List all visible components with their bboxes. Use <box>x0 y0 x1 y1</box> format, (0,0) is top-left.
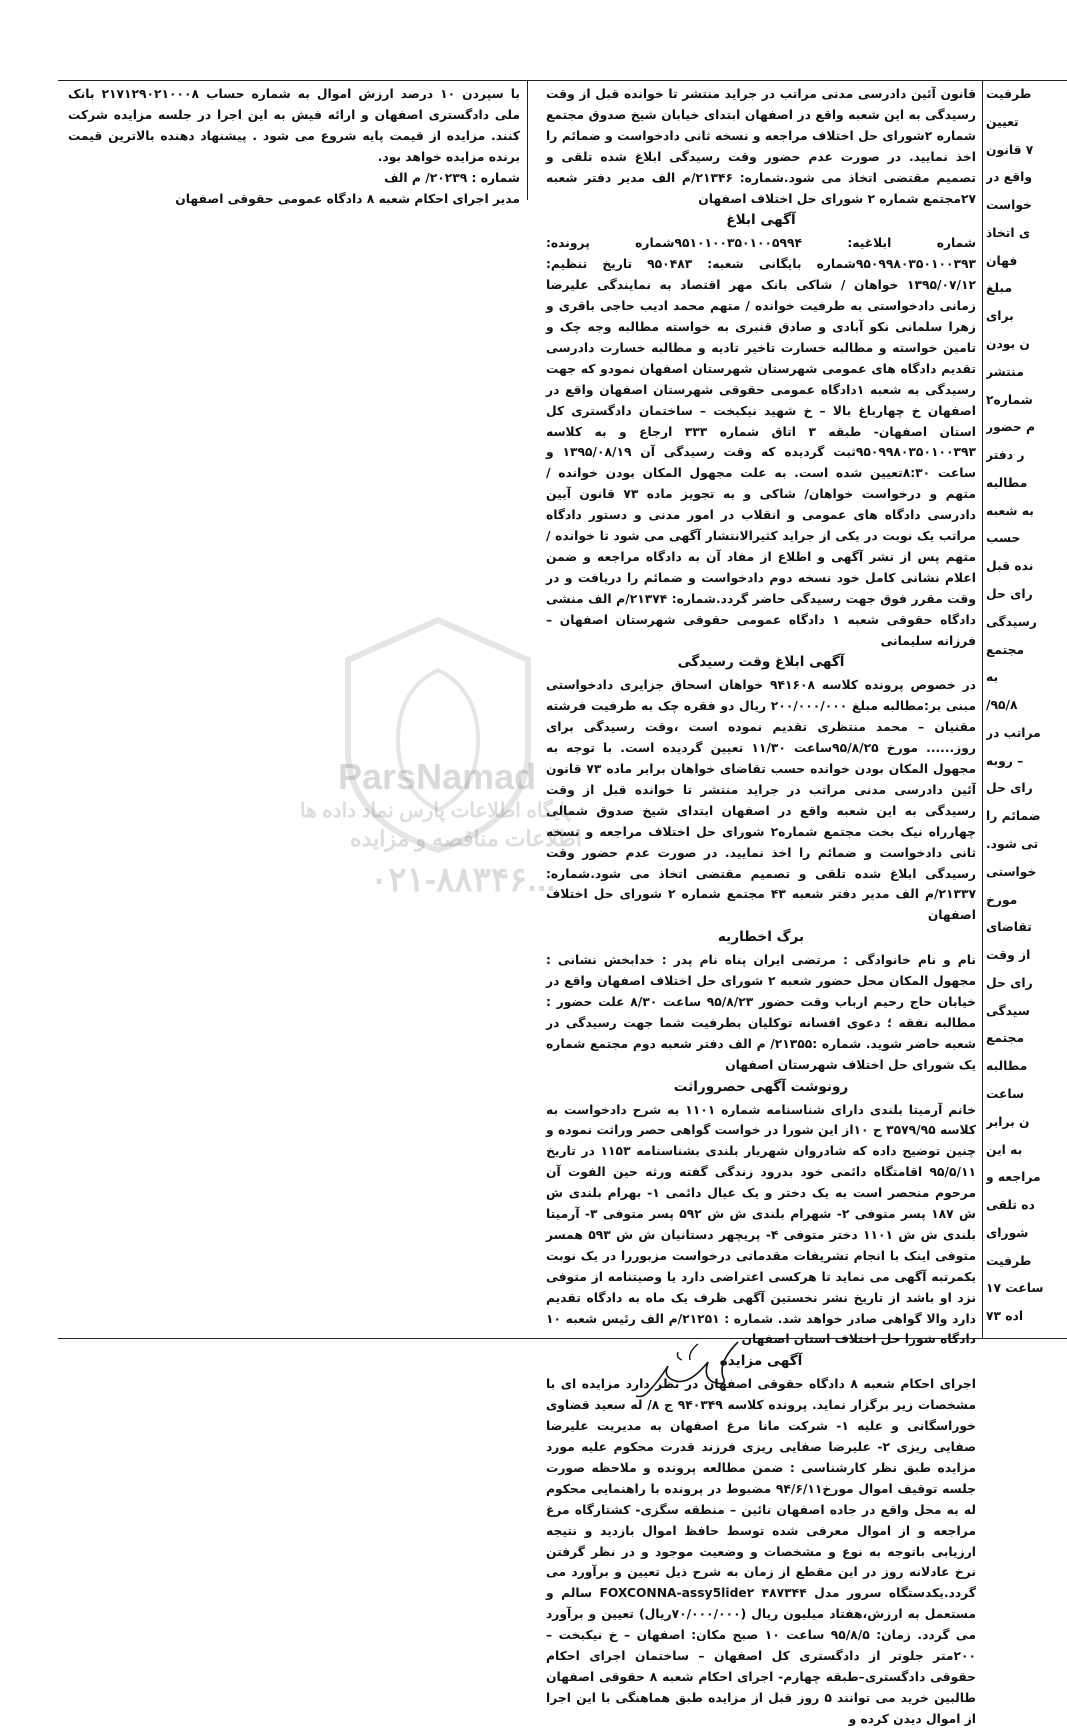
watermark-logo <box>228 600 648 900</box>
main-column <box>546 84 976 1730</box>
watermark-phone: ۰۲۱-۸۸۳۴۶... <box>370 861 556 899</box>
edge-fragment: رای حل <box>986 781 1033 795</box>
right-divider <box>982 80 983 1338</box>
edge-fragment: ده تلقی <box>986 1198 1035 1212</box>
handwritten-signature <box>628 1332 748 1402</box>
edge-fragment: – روبه <box>986 754 1024 768</box>
edge-fragment: منتشر <box>986 365 1024 379</box>
top-rule <box>58 80 1067 81</box>
edge-fragment: تقاضای <box>986 920 1032 934</box>
left-column-paragraph: با سپردن ۱۰ درصد ارزش اموال به شماره حساب ۲۱۷۱۲۹۰۲۱۰۰۰۸ بانک ملی دادگستری اصفهان و ارائه فیش به این اجرا در جلسه مزایده شرکت کنند. مزایده از قیمت پایه شروع می شود . پیشنهاد دهنده بالاترین قیمت برنده مزایده خواهد بود. <box>68 87 520 164</box>
edge-fragment: ن بودن <box>986 337 1030 351</box>
notice-5-paragraph: خانم آرمیتا بلندی دارای شناسنامه شماره ۱۱۰۱ به شرح دادخواست به کلاسه ۳۵۷۹/۹۵ ح ۱۰از این شورا در خواست گواهی حصر وراثت نموده و چنین توضیح داده که شادروان شهریار بلندی بشناسنامه ۱۱۵۳ در تاریخ ۹۵/۵/۱۱ اقامتگاه دائمی خود بدرود زندگی گفته ورثه حین الفوت آن مرحوم منحصر است به یک دختر و یک عیال دائمی ۱- بهرام بلندی ش ش ۱۸۷ پسر متوفی ۲- شهرام بلندی ش ش ۵۹۲ پسر متوفی ۳- آرمیتا بلندی ش ش ۱۱۰۱ دختر متوفی ۴- پریچهر دستانیان ش ش ۵۹۳ همسر متوفی اینک با انجام تشریفات مقدماتی درخواست مزبوررا در یک نوبت یکمرتبه آگهی می نماید تا هرکسی اعتراضی دارد یا وصیتنامه از متوفی نزد او باشد از تاریخ نشر نخستین آگهی ظرف یک ماه به دادگاه تقدیم دارد والا گواهی صادر خواهد شد. شماره : ۲۱۲۵۱/م الف رئیس شعبه ۱۰ دادگاه شورا حل اختلاف استان اصفهان <box>546 1102 977 1347</box>
notice-4-paragraph: نام و نام خانوادگی : مرتضی ایران پناه نام پدر : خدابخش نشانی : مجهول المکان محل حضور شعبه ۲ شورای حل اختلاف اصفهان واقع در خیابان حاج رحیم ارباب وقت حضور ۹۵/۸/۲۳ ساعت ۸/۳۰ علت حضور : مطالبه نفقه ؛ دعوی افسانه توکلیان بطرفیت شما جهت رسیدگی در شعبه حاضر شوید. شماره :۲۱۳۵۵/ م الف دفتر شعبه دوم مجتمع شماره یک شورای حل اختلاف شهرستان اصفهان <box>546 953 976 1072</box>
left-column <box>68 84 520 209</box>
edge-fragment: به این <box>986 1143 1023 1157</box>
edge-fragment: برای <box>986 309 1014 323</box>
edge-fragment: ی اتخاذ <box>986 226 1031 240</box>
edge-fragment: مجتمع <box>986 1031 1025 1045</box>
edge-fragment: خواست <box>986 198 1032 212</box>
edge-fragment: طرفیت <box>986 1254 1032 1268</box>
column-divider <box>527 80 528 200</box>
notice-2-title: آگهی ابلاغ <box>726 212 796 229</box>
edge-fragment: مجتمع <box>986 643 1025 657</box>
edge-fragment: به <box>986 670 999 684</box>
edge-fragment: مراتب در <box>986 726 1041 740</box>
edge-fragment: حسب <box>986 531 1021 545</box>
left-column-number: شماره : ۲۰۲۳۹/ م الف <box>384 170 520 185</box>
edge-fragment: نده قبل <box>986 559 1034 573</box>
notice-3-title: آگهی ابلاغ وقت رسیدگی <box>677 654 845 671</box>
edge-fragment: از وقت <box>986 948 1031 962</box>
edge-fragment: رای حل <box>986 976 1033 990</box>
right-edge-fragments <box>986 84 1067 1334</box>
edge-fragment: رای حل <box>986 587 1033 601</box>
edge-fragment: ۹۵/۸/ <box>986 698 1018 712</box>
edge-fragment: مراجعه و <box>986 1170 1041 1184</box>
edge-fragment: م حضور <box>986 420 1036 434</box>
notice-3-paragraph: در خصوص پرونده کلاسه ۹۴۱۶۰۸ خواهان اسحاق جزایری دادخواستی مبنی بر:مطالبه مبلغ ۲۰۰/۰۰۰/۰۰۰ ریال دو فقره چک به طرفیت فرشته مقنیان – محمد منتظری تقدیم نموده است ،وقت رسیدگی برای روز...... مورخ ۹۵/۸/۲۵ساعت ۱۱/۳۰ تعیین گردیده است. با توجه به مجهول المکان بودن خوانده حسب تقاضای خواهان برابر ماده ۷۳ قانون آئین دادرسی مدنی مراتب در جراید منتشر تا خوانده قبل از وقت رسیدگی به این شعبه واقع در اصفهان ابتدای شیخ صدوق شمالی چهارراه نیک بخت مجتمع شماره۲ شورای حل اختلاف مراجعه و نسخه ثانی دادخواست و ضمائم را اخذ نمایید. در صورت عدم حضور وقت رسیدگی ابلاغ شده تلقی و تصمیم مقتضی اتخاذ می شود.شماره: ۲۱۳۳۷/م الف مدیر دفتر شعبه ۴۳ مجتمع شماره ۲ شورای حل اختلاف اصفهان <box>546 678 977 923</box>
edge-fragment: شماره۲ <box>986 393 1033 407</box>
edge-fragment: مبلغ <box>986 281 1013 295</box>
watermark-line-1: پایگاه اطلاعات پارس نماد داده ها <box>300 800 572 822</box>
notice-1-paragraph: قانون آئین دادرسی مدنی مراتب در جراید منتشر تا خوانده قبل از وقت رسیدگی به این شعبه واقع در اصفهان ابتدای خیابان شیخ صدوق مجتمع شماره ۲شورای حل اختلاف مراجعه و نسخه ثانی دادخواست و ضمائم را اخذ نمایید. در صورت عدم حضور وقت رسیدگی ابلاغ شده تلقی و تصمیم مقتضی اتخاذ می شود.شماره: ۲۱۳۴۶/م الف مدیر دفتر شعبه ۲۷مجتمع شماره ۲ شورای حل اختلاف اصفهان <box>546 87 976 206</box>
edge-fragment: ن برابر <box>986 1115 1030 1129</box>
bottom-rule <box>58 1338 528 1339</box>
edge-fragment: ساعت <box>986 1087 1025 1101</box>
notice-4-title: برگ اخطاریه <box>717 929 805 946</box>
edge-fragment: مطالبه <box>986 1059 1028 1073</box>
edge-fragment: ضمائم را <box>986 809 1041 823</box>
notice-6-paragraph: اجرای احکام شعبه ۸ دادگاه حقوقی اصفهان در نظر دارد مزایده ای با مشخصات زیر برگزار نماید. پرونده کلاسه ۹۴۰۳۴۹ ج ۸/ له سعید قضاوی خوراسگانی و علیه ۱- شرکت مانا مرغ اصفهان به مدیریت علیرضا صفایی ریزی ۲- علیرضا صفایی ریزی فرزند قدرت محکوم علیه مورد مزایده طبق نظر کارشناسی : ضمن مطالعه پرونده و ملاحظه صورت جلسه توقیف اموال مورخ۹۴/۶/۱۱ مضبوط در پرونده با راهنمایی محکوم له به محل واقع در جاده اصفهان نائین – منطقه سگزی- کشتارگاه مرغ مراجعه و از اموال معرفی شده توسط حافظ اموال بازدید و نتیجه ارزیابی باتوجه به نوع و مشخصات و وضعیت موجود و در نظر گرفتن نرخ عادلانه روز در این مقطع از زمان به شرح ذیل تعیین و برآورد می گردد.یکدستگاه سرور مدل FOXCONNA-assy5lide۲ ۴۸۷۳۴۴ سالم و مستعمل به ارزش،هفتاد میلیون ریال (۷۰/۰۰۰/۰۰۰ریال) تعیین و برآورد می گردد. زمان: ۹۵/۸/۵ ساعت ۱۰ صبح مکان: اصفهان – خ نیکبخت –۲۰۰متر جلوتر از دادگستری کل اصفهان – ساختمان اجرای احکام حقوقی دادگستری–طبقه چهارم- اجرای احکام شعبه ۸ حقوقی اصفهان طالبین خرید می توانند ۵ روز قبل از مزایده طبق هماهنگی با این اجرا از اموال دیدن کرده و <box>546 1377 976 1726</box>
notice-2-paragraph: شماره ابلاغیه: ۹۵۱۰۱۰۰۳۵۰۱۰۰۵۹۹۴شماره پرونده: ۹۵۰۹۹۸۰۳۵۰۱۰۰۳۹۳شماره بایگانی شعبه: ۹۵۰۴۸۳ تاریخ تنظیم: ۱۳۹۵/۰۷/۱۲ خواهان / شاکی بانک مهر اقتصاد به نمایندگی علیرضا زمانی دادخواستی به طرفیت خوانده / متهم محمد ادیب حاجی باقری و زهرا سلمانی نکو آبادی و صادق قنبری به خواسته مطالبه وجه چک و تامین خواسته و مطالبه خسارت تاخیر تادیه و مطالبه خسارت دادرسی تقدیم دادگاه های عمومی شهرستان شهرستان اصفهان نمودو که جهت رسیدگی به شعبه ۱دادگاه عمومی حقوقی شهرستان اصفهان واقع در اصفهان خ چهارباغ بالا – خ شهید نیکبخت – ساختمان دادگستری کل استان اصفهان- طبقه ۳ اتاق شماره ۳۳۳ ارجاع و به کلاسه ۹۵۰۹۹۸۰۳۵۰۱۰۰۳۹۳ثبت گردیده که وقت رسیدگی آن ۱۳۹۵/۰۸/۱۹ و ساعت ۸:۳۰تعیین شده است. به علت مجهول المکان بودن خوانده / متهم و درخواست خواهان/ شاکی و به تجویز ماده ۷۳ قانون آیین دادرسی دادگاه های عمومی و انقلاب در امور مدنی و دستور دادگاه مراتب یک نوبت در یکی از جراید کثیرالانتشار آگهی می شود تا خوانده / متهم پس از نشر آگهی و اطلاع از مفاد آن به دادگاه مراجعه و ضمن اعلام نشانی کامل خود نسخه دوم دادخواست و ضمائم را دریافت و در وقت مقرر فوق جهت رسیدگی حاضر گردد.شماره: ۲۱۳۷۴/م الف منشی دادگاه حقوقی شعبه ۱ دادگاه عمومی حقوقی شهرستان اصفهان – فرزانه سلیمانی <box>546 236 976 648</box>
edge-fragment: ۷ قانون <box>986 143 1034 157</box>
edge-fragment: به شعبه <box>986 504 1034 518</box>
edge-fragment: اده ۷۳ <box>986 1309 1024 1323</box>
edge-fragment: مورخ <box>986 893 1018 907</box>
edge-fragment: ساعت ۱۷ <box>986 1281 1044 1295</box>
edge-fragment: ر دفتر <box>986 448 1025 462</box>
edge-fragment: تعیین <box>986 115 1019 129</box>
edge-fragment: فهان <box>986 254 1018 268</box>
watermark-brand: ParsNamad <box>338 756 537 797</box>
edge-fragment: طرفیت <box>986 87 1032 101</box>
notice-6-title: آگهی مزایده <box>719 1353 803 1370</box>
edge-fragment: خواستی <box>986 865 1037 879</box>
notice-5-title: رونوشت آگهی حصروراثت <box>673 1078 849 1095</box>
edge-fragment: مطالبه <box>986 476 1028 490</box>
edge-fragment: شورای <box>986 1226 1029 1240</box>
edge-fragment: تی شود. <box>986 837 1039 851</box>
edge-fragment: واقع در <box>986 170 1032 184</box>
left-column-signature: مدیر اجرای احکام شعبه ۸ دادگاه عمومی حقوقی اصفهان <box>175 191 520 206</box>
watermark-line-2: اطلاعات مناقصه و مزایده <box>350 826 582 851</box>
edge-fragment: رسیدگی <box>986 615 1037 629</box>
edge-fragment: سیدگی <box>986 1004 1030 1018</box>
